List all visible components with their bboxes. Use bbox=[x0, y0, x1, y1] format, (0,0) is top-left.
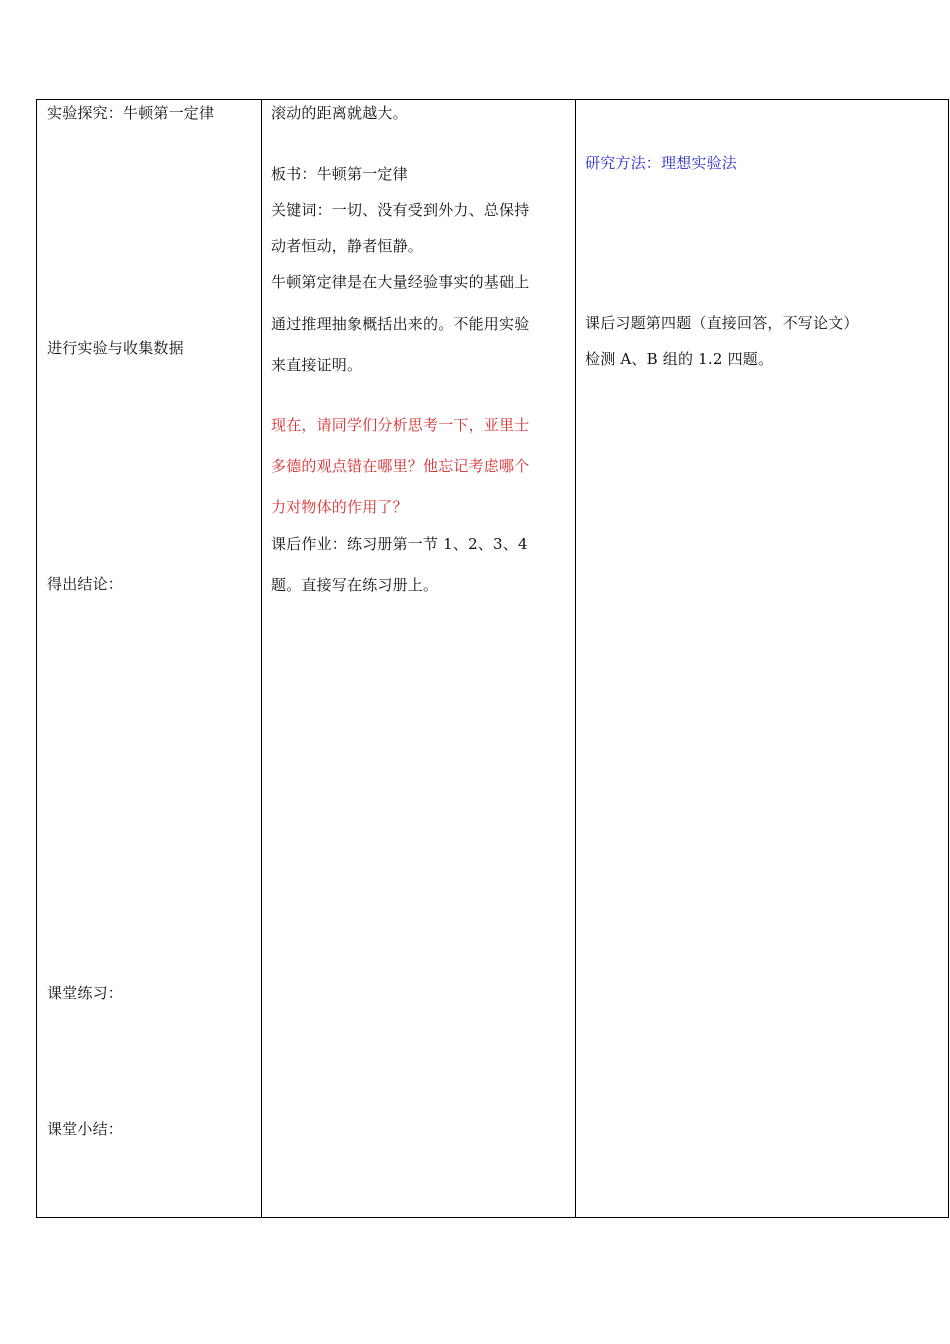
topic-collect-data: 进行实验与收集数据 bbox=[47, 339, 184, 357]
text-board-title: 板书：牛顿第一定律 bbox=[271, 165, 408, 183]
lesson-table bbox=[36, 99, 949, 1218]
question-line-3: 力对物体的作用了？ bbox=[271, 498, 408, 516]
column-teaching bbox=[262, 100, 576, 1217]
topic-experiment: 实验探究：牛顿第一定律 bbox=[47, 104, 215, 122]
column-notes bbox=[576, 100, 949, 1217]
homework-line-1: 课后作业：练习册第一节 1、2、3、4 bbox=[271, 535, 528, 553]
text-law-basis: 牛顿第定律是在大量经验事实的基础上 bbox=[271, 273, 530, 291]
topic-summary: 课堂小结： bbox=[47, 1120, 124, 1138]
homework-line-2: 题。直接写在练习册上。 bbox=[271, 576, 439, 594]
exercise-note: 课后习题第四题（直接回答，不写论文） bbox=[585, 314, 859, 332]
topic-practice: 课堂练习： bbox=[47, 984, 124, 1002]
text-keywords-cont: 动者恒动，静者恒静。 bbox=[271, 237, 424, 255]
question-line-2: 多德的观点错在哪里？他忘记考虑哪个 bbox=[271, 457, 530, 475]
test-note: 检测 A、B 组的 1.2 四题。 bbox=[585, 350, 774, 368]
question-line-1: 现在，请同学们分析思考一下，亚里士 bbox=[271, 416, 530, 434]
text-rolling-distance: 滚动的距离就越大。 bbox=[271, 104, 408, 122]
text-keywords: 关键词：一切、没有受到外力、总保持 bbox=[271, 201, 530, 219]
research-method: 研究方法：理想实验法 bbox=[585, 154, 738, 172]
text-law-inference: 通过推理抽象概括出来的。不能用实验 bbox=[271, 315, 530, 333]
text-law-proof: 来直接证明。 bbox=[271, 356, 363, 374]
column-topics bbox=[37, 100, 262, 1217]
topic-conclusion: 得出结论： bbox=[47, 575, 124, 593]
